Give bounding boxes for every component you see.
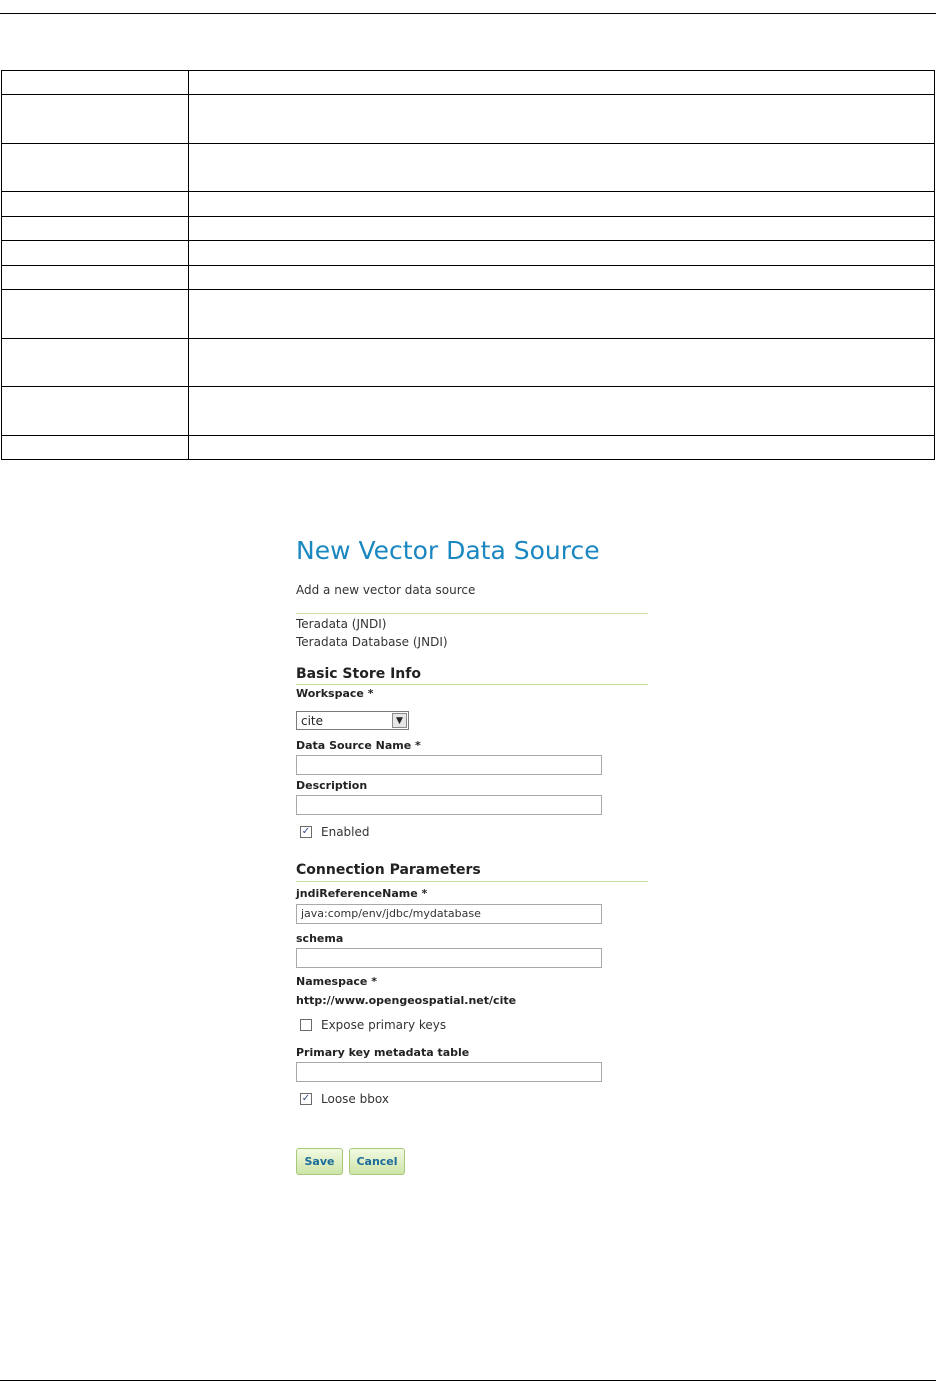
table-row	[2, 71, 935, 95]
table-row	[2, 266, 935, 290]
checkmark-icon: ✓	[301, 826, 311, 837]
table-row	[2, 339, 935, 387]
separator	[296, 613, 648, 614]
parameter-table	[1, 70, 935, 460]
description-label: Description	[296, 779, 368, 792]
save-button[interactable]: Save	[296, 1148, 343, 1175]
schema-input[interactable]	[296, 948, 602, 968]
primary-key-metadata-table-input[interactable]	[296, 1062, 602, 1082]
workspace-label: Workspace *	[296, 687, 374, 700]
workspace-selected-value: cite	[301, 714, 324, 728]
store-description: Teradata Database (JNDI)	[296, 635, 448, 649]
basic-store-info-heading: Basic Store Info	[296, 666, 421, 682]
data-source-name-input[interactable]	[296, 755, 602, 775]
workspace-select[interactable]	[296, 711, 409, 730]
enabled-label: Enabled	[321, 825, 370, 839]
table-row	[2, 192, 935, 217]
expose-primary-keys-checkbox[interactable]	[300, 1019, 312, 1031]
schema-label: schema	[296, 932, 344, 945]
namespace-label: Namespace *	[296, 975, 377, 988]
dropdown-arrow-icon[interactable]: ▼	[392, 713, 407, 728]
page-subtitle: Add a new vector data source	[296, 583, 476, 597]
table-row	[2, 387, 935, 436]
table-row	[2, 217, 935, 241]
table-row	[2, 95, 935, 144]
table-row	[2, 290, 935, 339]
header-rule	[0, 13, 936, 14]
connection-parameters-heading: Connection Parameters	[296, 862, 481, 878]
primary-key-metadata-table-label: Primary key metadata table	[296, 1046, 470, 1059]
page-title: New Vector Data Source	[296, 536, 600, 565]
table-row	[2, 144, 935, 192]
expose-primary-keys-label: Expose primary keys	[321, 1018, 447, 1032]
loose-bbox-label: Loose bbox	[321, 1092, 389, 1106]
footer-rule	[0, 1380, 936, 1381]
table-row	[2, 241, 935, 266]
table-row	[2, 436, 935, 460]
store-type: Teradata (JNDI)	[296, 617, 387, 631]
cancel-button[interactable]: Cancel	[349, 1148, 405, 1175]
jndi-reference-name-input[interactable]: java:comp/env/jdbc/mydatabase	[296, 904, 602, 924]
namespace-value: http://www.opengeospatial.net/cite	[296, 994, 517, 1007]
jndi-reference-name-label: jndiReferenceName *	[296, 887, 428, 900]
checkmark-icon: ✓	[301, 1093, 311, 1104]
loose-bbox-checkbox[interactable]	[300, 1093, 312, 1105]
data-source-name-label: Data Source Name *	[296, 739, 421, 752]
separator	[296, 684, 648, 685]
description-input[interactable]	[296, 795, 602, 815]
enabled-checkbox[interactable]	[300, 826, 312, 838]
separator	[296, 881, 648, 882]
